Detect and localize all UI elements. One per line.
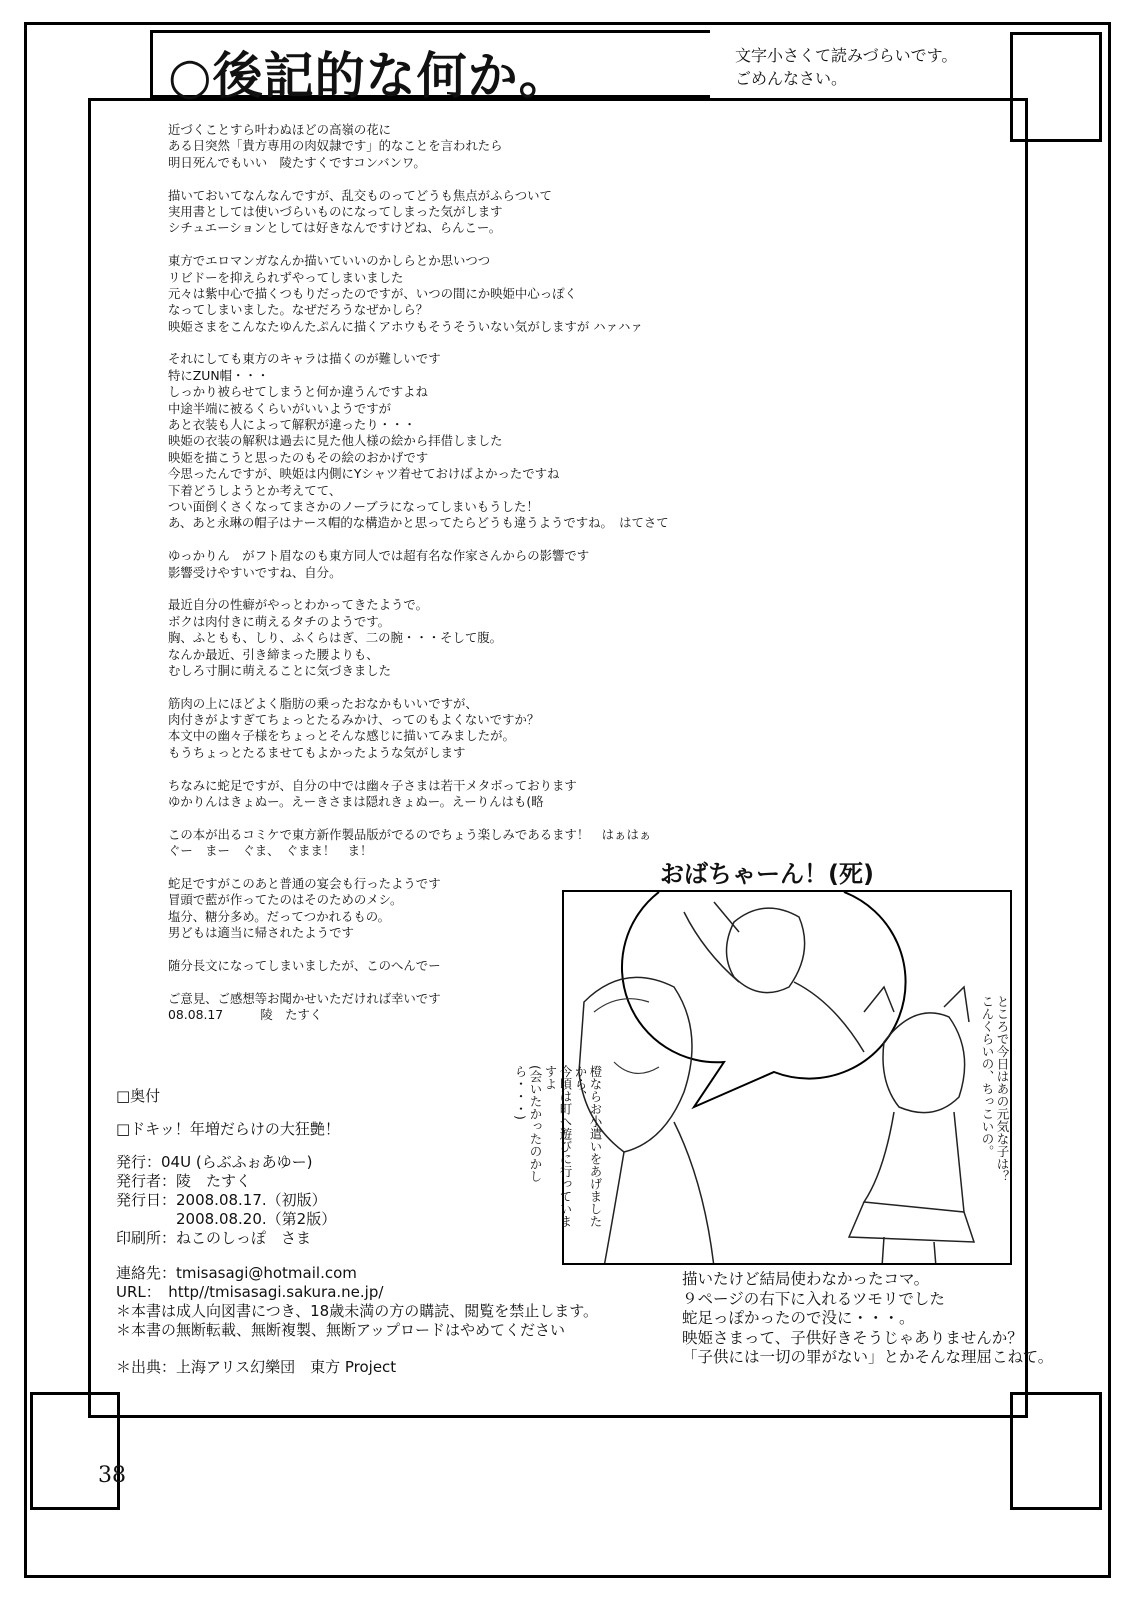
body-line — [168, 237, 728, 253]
corner-frame-bottom-right — [1010, 1392, 1102, 1510]
speech-left-line: 橙ならお小遣いをあげましたから、 — [573, 1065, 603, 1228]
contact-line: URL： http//tmisasagi.sakura.ne.jp/ — [116, 1283, 384, 1301]
panel-title: おばちゃーん！(死) — [660, 860, 874, 888]
body-line: この本が出るコミケで東方新作製品版がでるのでちょう楽しみであるます！ はぁはぁ — [168, 826, 652, 842]
body-line: 08.08.17 陵 たすく — [168, 1007, 323, 1023]
header-note — [735, 44, 957, 90]
body-line — [168, 532, 728, 548]
body-line — [168, 810, 728, 826]
illustration-sketch — [564, 892, 1012, 1265]
body-line: 影響受けやすいですね、自分。 — [168, 564, 342, 580]
body-line — [168, 860, 728, 876]
body-line: 描いておいてなんなんですが、乱交ものってどうも焦点がふらついて — [168, 187, 552, 203]
body-line: 男どもは適当に帰されたようです — [168, 925, 354, 941]
contact-line: ＊本書は成人向図書につき、18歳未満の方の購読、閲覧を禁止します。 — [116, 1302, 598, 1320]
body-line: 筋肉の上にほどよく脂肪の乗ったおなかもいいですが、 — [168, 695, 478, 711]
body-line: 最近自分の性癖がやっとわかってきたようで。 — [168, 597, 428, 613]
body-line: なんか最近、引き締まった腰よりも、 — [168, 646, 379, 662]
source-line: ＊出典：上海アリス幻樂団 東方 Project — [116, 1358, 397, 1376]
speech-right — [980, 995, 1010, 1195]
body-line: なってしまいました。なぜだろうなぜかしら？ — [168, 302, 429, 318]
body-line: 映姫さまをこんなたゆんたぷんに描くアホウもそうそういない気がしますが ハァハァ — [168, 318, 643, 334]
body-line: もうちょっとたるませてもよかったような気がします — [168, 744, 466, 760]
body-line: しっかり被らせてしまうと何か違うんですよね — [168, 384, 428, 400]
body-line: ボクは肉付きに萌えるタチのようです。 — [168, 613, 391, 629]
page-number: 38 — [98, 1463, 126, 1488]
colophon-row: 印刷所：ねこのしっぽ さま — [116, 1229, 312, 1247]
body-line: 元々は紫中心で描くつもりだったのですが、いつの間にか映姫中心っぽく — [168, 285, 577, 301]
speech-left — [513, 1065, 603, 1235]
header-note-line: ごめんなさい。 — [735, 69, 848, 88]
caption-line: ９ページの右下に入れるツモリでした — [682, 1289, 945, 1308]
caption-line: 描いたけど結局使わなかったコマ。 — [682, 1270, 930, 1288]
page-title: ○後記的な何か。 — [168, 47, 570, 105]
body-line: 今思ったんですが、映姫は内側にYシャツ着せておけばよかったですね — [168, 466, 560, 482]
body-line: ある日突然「貴方専用の肉奴隷です」的なことを言われたら — [168, 138, 503, 154]
panel-caption — [682, 1270, 1053, 1368]
body-line — [168, 679, 728, 695]
body-line: 明日死んでもいい 陵たすくですコンバンワ。 — [168, 154, 426, 170]
body-line: 肉付きがよすぎてちょっとたるみかけ、ってのもよくないですか？ — [168, 712, 540, 728]
body-line: 東方でエロマンガなんか描いていいのかしらとか思いつつ — [168, 253, 491, 269]
body-line: つい面倒くさくなってまさかのノーブラになってしまいもうした！ — [168, 498, 539, 514]
body-line: 蛇足ですがこのあと普通の宴会も行ったようです — [168, 875, 441, 891]
body-line — [168, 335, 728, 351]
colophon-book-title: □ドキッ！年増だらけの大狂艶！ — [116, 1120, 340, 1138]
speech-left-line: 今頃は町へ遊びに行っていますよ — [543, 1065, 573, 1228]
colophon-heading: □奥付 — [116, 1087, 161, 1105]
body-line: 胸、ふともも、しり、ふくらはぎ、二の腕・・・そして腹。 — [168, 630, 503, 646]
body-line — [168, 581, 728, 597]
caption-line: 「子供には一切の罪がない」とかそんな理屈こねて。 — [682, 1348, 1054, 1366]
body-line: 冒頭で藍が作ってたのはそのためのメシ。 — [168, 892, 403, 908]
body-line: 実用書としては使いづらいものになってしまった気がします — [168, 203, 503, 219]
speech-right-line: ところで今日はあの元気な子は？ — [995, 995, 1010, 1183]
caption-line: 映姫さまって、子供好きそうじゃありませんか？ — [682, 1328, 1023, 1347]
colophon-row: 2008.08.20.（第2版） — [116, 1210, 337, 1228]
body-line: リビドーを抑えられずやってしまいました — [168, 269, 404, 285]
body-line — [168, 171, 728, 187]
body-line: 塩分、糖分多め。だってつかれるもの。 — [168, 908, 391, 924]
body-line: ぐー まー ぐま、 ぐまま！ ま！ — [168, 843, 373, 859]
body-line: あ、あと永琳の帽子はナース帽的な構造かと思ってたらどうも違うようですね。 はてさて — [168, 515, 669, 531]
body-line: シチュエーションとしては好きなんですけどね、らんこー。 — [168, 220, 502, 236]
colophon-row: 発行：04U (らぶふぉあゆー) — [116, 1153, 313, 1171]
body-line: 映姫の衣装の解釈は過去に見た他人様の絵から拝借しました — [168, 433, 503, 449]
contact-line: ＊本書の無断転載、無断複製、無断アップロードはやめてください — [116, 1321, 565, 1339]
body-line: 随分長文になってしまいましたが、このへんでー — [168, 957, 441, 973]
caption-line: 蛇足っぽかったので没に・・・。 — [682, 1309, 915, 1327]
header-note-line: 文字小さくて読みづらいです。 — [735, 46, 958, 65]
speech-right-line: こんくらいの、ちっこいの。 — [980, 995, 995, 1158]
illustration-panel — [562, 890, 1012, 1265]
body-line: それにしても東方のキャラは描くのが難しいです — [168, 351, 441, 367]
body-line — [168, 761, 728, 777]
body-line: 映姫を描こうと思ったのもその絵のおかげです — [168, 449, 429, 465]
body-line: むしろ寸胴に萌えることに気づきました — [168, 662, 392, 678]
body-line: 中途半端に被るくらいがいいようですが — [168, 400, 392, 416]
contact-line: 連絡先：tmisasagi@hotmail.com — [116, 1264, 357, 1282]
body-line: ちなみに蛇足ですが、自分の中では幽々子さまは若干メタボっております — [168, 777, 577, 793]
body-line: ご意見、ご感想等お聞かせいただければ幸いです — [168, 990, 441, 1006]
colophon-row: 発行者：陵 たすく — [116, 1172, 252, 1190]
corner-frame-top-right — [1010, 32, 1102, 142]
colophon-row: 発行日：2008.08.17.（初版） — [116, 1191, 327, 1209]
body-line: あと衣装も人によって解釈が違ったり・・・ — [168, 417, 416, 433]
corner-frame-bottom-left — [30, 1392, 120, 1510]
body-line: ゆかりんはきょぬー。えーきさまは隠れきょぬー。えーりんはも(略 — [168, 794, 544, 810]
body-line: ゆっかりん がフト眉なのも東方同人では超有名な作家さんからの影響です — [168, 548, 590, 564]
body-line: 近づくことすら叶わぬほどの高嶺の花に — [168, 122, 392, 137]
afterword-body — [168, 122, 728, 1023]
body-line: 下着どうしようとか考えてて、 — [168, 482, 342, 498]
body-line: 特にZUN帽・・・ — [168, 367, 270, 383]
speech-left-line: (会いたかったのかしら・・・) — [513, 1065, 543, 1183]
body-line: 本文中の幽々子様をちょっとそんな感じに描いてみましたが。 — [168, 728, 515, 744]
